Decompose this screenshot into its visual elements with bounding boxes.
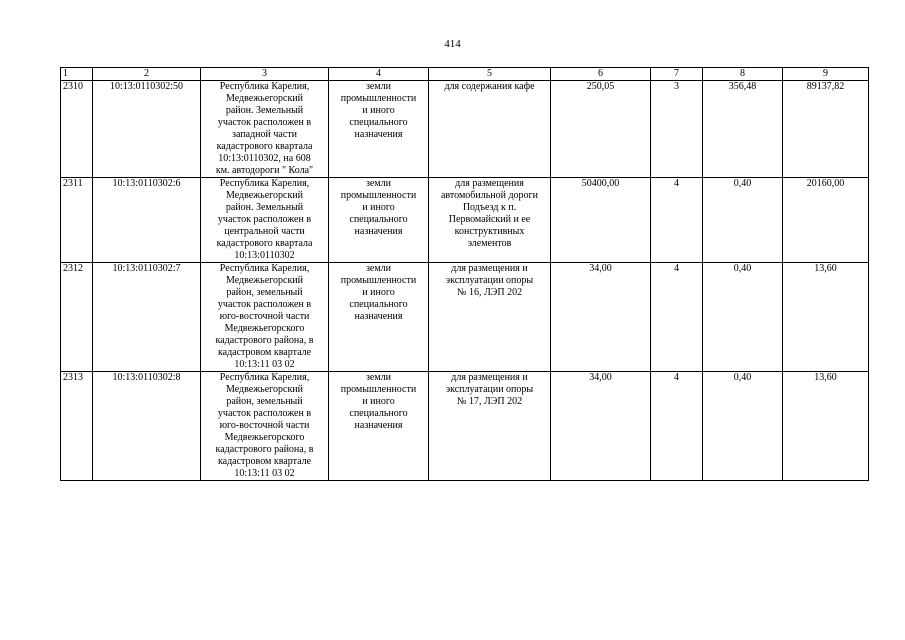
location-description-line: 10:13:11 03 02 bbox=[234, 359, 295, 370]
column-7-value: 4 bbox=[651, 372, 703, 481]
location-description-line: Республика Карелия, bbox=[219, 81, 310, 92]
table-row bbox=[61, 372, 869, 481]
cadastral-number: 10:13:0110302:7 bbox=[93, 263, 201, 372]
location-description-line: район. Земельный bbox=[225, 105, 304, 116]
land-category bbox=[329, 263, 429, 372]
land-category-line: промышленности bbox=[340, 275, 417, 286]
location-description-line: участок расположен в bbox=[217, 214, 312, 225]
permitted-use-line: для размещения и bbox=[451, 263, 528, 274]
location-description-line: кадастрового квартала bbox=[216, 141, 313, 152]
location-description-line: км. автодороги " Кола" bbox=[215, 165, 314, 176]
location-description-line: 10:13:0110302 bbox=[234, 250, 295, 261]
location-description-line: кадастрового района, в bbox=[215, 444, 314, 455]
location-description-line: юго-восточной части bbox=[219, 420, 310, 431]
land-category-line: земли bbox=[365, 263, 392, 274]
land-plots-table bbox=[60, 67, 869, 481]
column-header: 9 bbox=[783, 68, 869, 81]
column-9-value: 89137,82 bbox=[783, 81, 869, 178]
column-9-value: 13,60 bbox=[783, 263, 869, 372]
location-description-line: Медвежьегорского bbox=[224, 432, 305, 443]
column-9-value: 13,60 bbox=[783, 372, 869, 481]
table-row bbox=[61, 81, 869, 178]
location-description bbox=[201, 263, 329, 372]
permitted-use bbox=[429, 263, 551, 372]
column-8-value: 0,40 bbox=[703, 263, 783, 372]
column-7-value: 4 bbox=[651, 263, 703, 372]
location-description-line: Медвежьегорский bbox=[225, 93, 304, 104]
land-category bbox=[329, 81, 429, 178]
land-category-line: и иного bbox=[362, 105, 395, 116]
land-category-line: назначения bbox=[354, 311, 403, 322]
land-category-line: и иного bbox=[362, 287, 395, 298]
location-description-line: район, земельный bbox=[226, 396, 303, 407]
location-description-line: Республика Карелия, bbox=[219, 263, 310, 274]
location-description-line: район. Земельный bbox=[225, 202, 304, 213]
table-row bbox=[61, 178, 869, 263]
location-description-line: Республика Карелия, bbox=[219, 178, 310, 189]
location-description-line: участок расположен в bbox=[217, 117, 312, 128]
location-description-line: западной части bbox=[232, 129, 297, 140]
row-number: 2313 bbox=[61, 372, 93, 481]
location-description-line: юго-восточной части bbox=[219, 311, 310, 322]
permitted-use-line: конструктивных bbox=[454, 226, 525, 237]
location-description-line: кадастровом квартале bbox=[217, 456, 312, 467]
row-number: 2311 bbox=[61, 178, 93, 263]
permitted-use-line: № 16, ЛЭП 202 bbox=[456, 287, 523, 298]
column-header: 1 bbox=[61, 68, 93, 81]
column-header: 3 bbox=[201, 68, 329, 81]
column-8-value: 0,40 bbox=[703, 372, 783, 481]
land-category bbox=[329, 372, 429, 481]
column-number-row bbox=[61, 68, 869, 81]
location-description-line: Медвежьегорский bbox=[225, 384, 304, 395]
column-8-value: 356,48 bbox=[703, 81, 783, 178]
column-header: 6 bbox=[551, 68, 651, 81]
permitted-use bbox=[429, 372, 551, 481]
location-description bbox=[201, 81, 329, 178]
permitted-use-line: для размещения bbox=[455, 178, 524, 189]
permitted-use bbox=[429, 81, 551, 178]
land-category-line: специального bbox=[349, 299, 408, 310]
plot-area: 34,00 bbox=[551, 263, 651, 372]
location-description-line: Медвежьегорского bbox=[224, 323, 305, 334]
cadastral-number: 10:13:0110302:50 bbox=[93, 81, 201, 178]
permitted-use-line: эксплуатации опоры bbox=[445, 275, 534, 286]
column-header: 5 bbox=[429, 68, 551, 81]
table-row bbox=[61, 263, 869, 372]
land-category-line: назначения bbox=[354, 129, 403, 140]
location-description-line: район, земельный bbox=[226, 287, 303, 298]
land-category-line: земли bbox=[365, 372, 392, 383]
location-description-line: участок расположен в bbox=[217, 299, 312, 310]
permitted-use-line: Первомайский и ее bbox=[448, 214, 531, 225]
permitted-use-line: № 17, ЛЭП 202 bbox=[456, 396, 523, 407]
land-category-line: назначения bbox=[354, 420, 403, 431]
row-number: 2310 bbox=[61, 81, 93, 178]
location-description-line: кадастрового квартала bbox=[216, 238, 313, 249]
land-category-line: специального bbox=[349, 408, 408, 419]
land-category-line: и иного bbox=[362, 396, 395, 407]
land-category-line: промышленности bbox=[340, 93, 417, 104]
column-9-value: 20160,00 bbox=[783, 178, 869, 263]
location-description-line: 10:13:11 03 02 bbox=[234, 468, 295, 479]
column-header: 8 bbox=[703, 68, 783, 81]
permitted-use-line: Подъезд к п. bbox=[462, 202, 517, 213]
permitted-use bbox=[429, 178, 551, 263]
land-category-line: специального bbox=[349, 214, 408, 225]
column-7-value: 3 bbox=[651, 81, 703, 178]
column-8-value: 0,40 bbox=[703, 178, 783, 263]
land-category-line: и иного bbox=[362, 202, 395, 213]
land-category bbox=[329, 178, 429, 263]
cadastral-number: 10:13:0110302:6 bbox=[93, 178, 201, 263]
permitted-use-line: автомобильной дороги bbox=[440, 190, 539, 201]
permitted-use-line: для размещения и bbox=[451, 372, 528, 383]
permitted-use-line: элементов bbox=[467, 238, 512, 249]
location-description-line: 10:13:0110302, на 608 bbox=[218, 153, 311, 164]
location-description-line: Медвежьегорский bbox=[225, 275, 304, 286]
land-category-line: земли bbox=[365, 178, 392, 189]
location-description-line: центральной части bbox=[224, 226, 305, 237]
page-number: 414 bbox=[444, 38, 461, 50]
land-category-line: земли bbox=[365, 81, 392, 92]
location-description-line: участок расположен в bbox=[217, 408, 312, 419]
plot-area: 250,05 bbox=[551, 81, 651, 178]
location-description-line: Республика Карелия, bbox=[219, 372, 310, 383]
cadastral-number: 10:13:0110302:8 bbox=[93, 372, 201, 481]
permitted-use-line: для содержания кафе bbox=[444, 81, 535, 92]
land-category-line: промышленности bbox=[340, 384, 417, 395]
land-category-line: специального bbox=[349, 117, 408, 128]
land-category-line: назначения bbox=[354, 226, 403, 237]
plot-area: 50400,00 bbox=[551, 178, 651, 263]
location-description bbox=[201, 372, 329, 481]
location-description-line: Медвежьегорский bbox=[225, 190, 304, 201]
plot-area: 34,00 bbox=[551, 372, 651, 481]
permitted-use-line: эксплуатации опоры bbox=[445, 384, 534, 395]
land-category-line: промышленности bbox=[340, 190, 417, 201]
column-header: 2 bbox=[93, 68, 201, 81]
column-header: 4 bbox=[329, 68, 429, 81]
location-description-line: кадастровом квартале bbox=[217, 347, 312, 358]
column-header: 7 bbox=[651, 68, 703, 81]
column-7-value: 4 bbox=[651, 178, 703, 263]
location-description-line: кадастрового района, в bbox=[215, 335, 314, 346]
location-description bbox=[201, 178, 329, 263]
row-number: 2312 bbox=[61, 263, 93, 372]
